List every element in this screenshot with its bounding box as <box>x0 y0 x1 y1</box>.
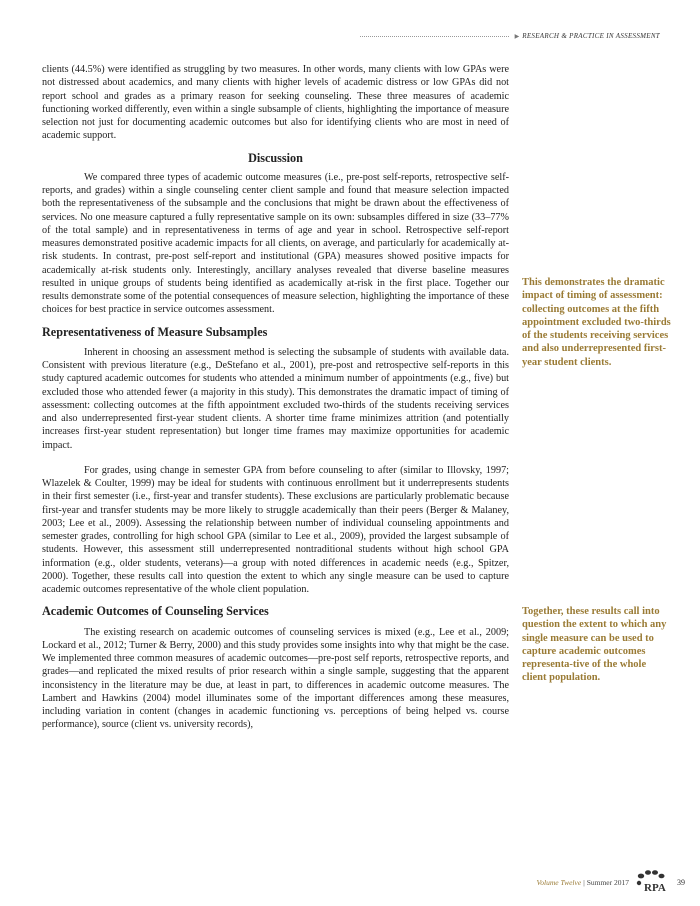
logo-text: RPA <box>644 882 666 894</box>
representativeness-paragraph-2: For grades, using change in semester GPA from before counseling to after (similar to Illovsky, 1997; Wlazelek & Coulter, 1999) may be ideal for students with continuous enrollment but it underrepresents students in their first semester (i.e., first-year and transfer students). These exclusions are particularly problematic because first-year and transfer students may be more likely to struggle academically than their peers (Berger & Malaney, 2003; Lee et al., 2009). Assessing the relationship between number of individual counseling appointments and semester grades, controlling for high school GPA (similar to Lee et al., 2009), provided the largest subsample of students. However, this assessment still underrepresented nontraditional students without high school GPA information (e.g., older students, veterans)—a group with noted differences in academic needs (e.g., Spitzer, 2000). Together, these results call into question the extent to which any single measure can be used to capture academic outcomes representative of the whole client population. <box>42 464 509 595</box>
footer-season: Summer 2017 <box>586 877 629 887</box>
footer-separator: | <box>583 877 585 887</box>
rpa-logo-icon <box>635 869 671 895</box>
representativeness-heading: Representativeness of Measure Subsamples <box>42 324 268 339</box>
article-body <box>42 63 509 732</box>
discussion-heading: Discussion <box>248 150 303 165</box>
discussion-paragraph: We compared three types of academic outcome measures (i.e., pre-post self-reports, retrospective self-reports, and grades) within a single counseling center client sample and found that measure selection impacted both the representativeness of the subsample and the conclusions that might be drawn about the effectiveness of services. No one measure captured a fully representative sample on its own: subsamples differed in size (33–77% of the total sample) and in representativeness in terms of age and year in school. Retrospective self-report measures demonstrated positive academic impacts for all clients, on average, and particularly for academically at-risk students. In contrast, pre-post self-report and institutional (GPA) measures showed positive impacts for academically at-risk students only. Interestingly, ancillary analyses revealed that diverse baseline measures resulted in unique groups of students being identified as academically at-risk in the first place. Together our results demonstrate some of the potential consequences of measure selection, highlighting the importance of these choices for best practice in service outcomes assessment. <box>42 171 509 316</box>
margin-note-single-measure: Together, these results call into question the extent to which any single measure can be used to capture academic outcomes representa-tive of the whole client population. <box>522 606 667 684</box>
margin-note-timing: This demonstrates the dramatic impact of timing of assessment: collecting outcomes at the fifth appointment excluded two-thirds of the students receiving services and also underrepresented first-year student clients. <box>522 277 671 368</box>
academic-outcomes-paragraph: The existing research on academic outcomes of counseling services is mixed (e.g., Lee et al., 2009; Lockard et al., 2012; Turner & Berry, 2000) and this study provides some insights into why that might be the case. We implemented three common measures of academic outcomes—pre-post self reports, retrospective reports, and grades—and replicated the mixed results of prior research within a single sample, suggesting that the apparent inconsistency in the literature may be due, at least in part, to differences in academic outcome measures. The Lambert and Hawkins (2004) model illuminates some of the important differences among these measures, including variation in content (changes in academic functioning vs. perceptions of being helped vs. course performance), source (client vs. university records), <box>42 626 509 731</box>
representativeness-paragraph-1: Inherent in choosing an assessment method is selecting the subsample of students with available data. Consistent with previous literature (e.g., DeStefano et al., 2001), pre-post and retrospective self-reports in this study captured academic outcomes for students who attended a minimum number of appointments (e.g., five) but excluded those who attended fewer (a majority in this study). This demonstrates the dramatic impact of timing of assessment: collecting outcomes at the fifth appointment excluded two-thirds of the students receiving services and also underrepresented first-year student clients. A shorter time frame minimizes attrition (and potentially increases first-year student representation) but longer time frames may maximize opportunities for academic impact. <box>42 346 509 451</box>
running-header <box>360 30 660 42</box>
header-dotted-rule <box>360 36 509 37</box>
academic-outcomes-heading: Academic Outcomes of Counseling Services <box>42 604 269 619</box>
page-number: 39 <box>677 877 685 887</box>
intro-paragraph: clients (44.5%) were identified as struggling by two measures. In other words, many clients with low GPAs were not distressed about academics, and many clients with higher levels of academic distress or low GPAs did not report school and grades as a primary reason for seeking counseling. These three measures of academic functioning worked differently, even within a single subsample of clients, highlighting the importance of measure selection not just for documenting academic outcomes but also for identifying clients who are most in need of academic support. <box>42 64 509 142</box>
page-footer <box>470 870 685 894</box>
journal-title: RESEARCH & PRACTICE IN ASSESSMENT <box>522 32 660 40</box>
footer-volume: Volume Twelve <box>536 877 582 887</box>
header-chevron-icon: ▶ <box>514 32 520 40</box>
